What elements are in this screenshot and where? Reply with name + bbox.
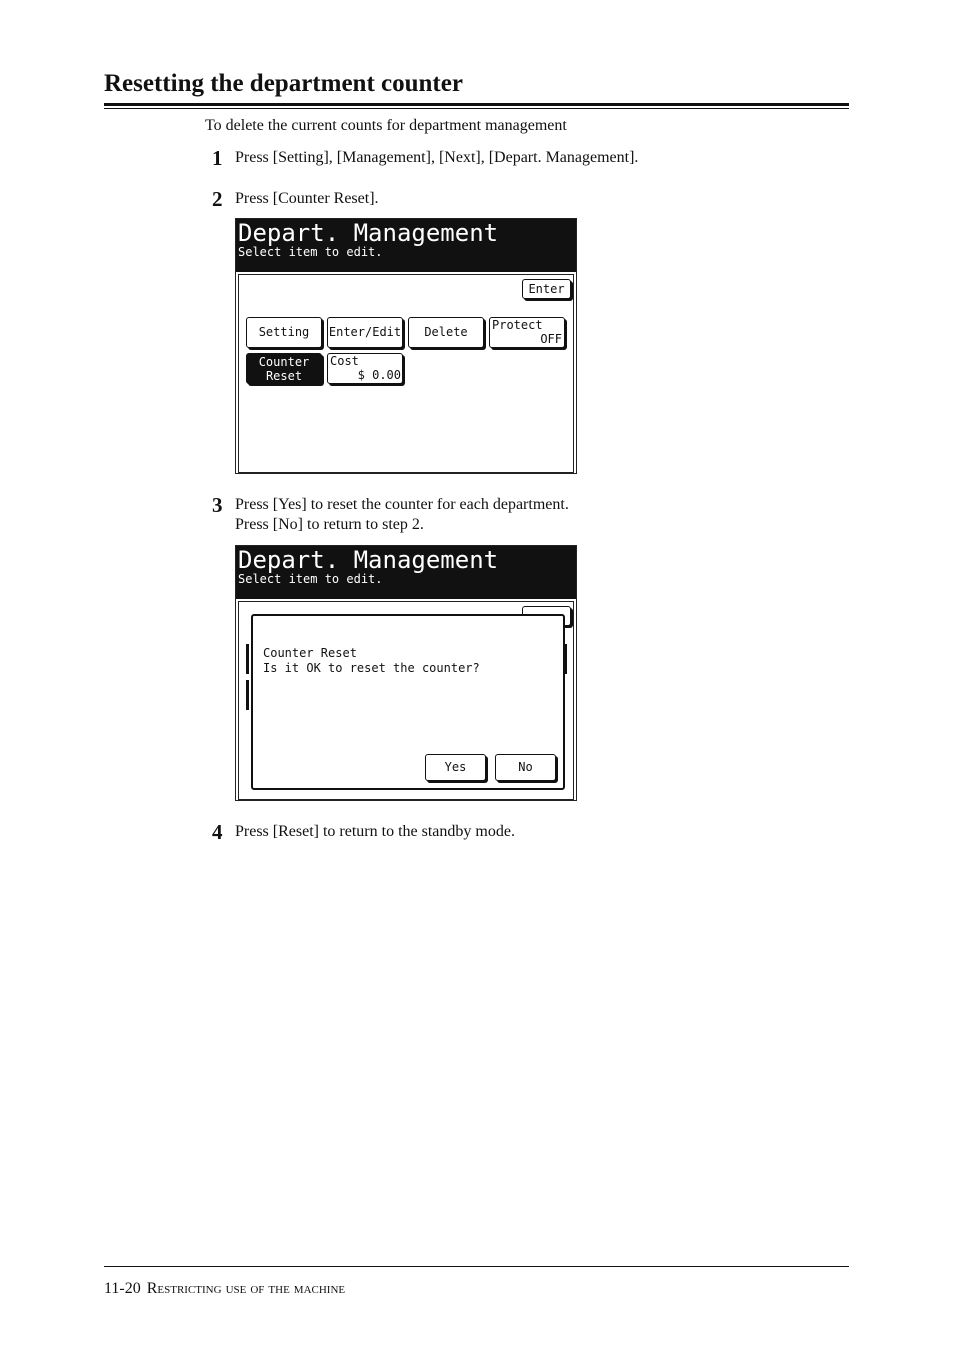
step-text: Press [Reset] to return to the standby mode.	[235, 823, 515, 840]
enter-edit-button[interactable]: Enter/Edit	[327, 317, 403, 348]
section-title: Resetting the department counter	[104, 70, 463, 97]
screen-body	[238, 601, 574, 800]
chapter-title: Restricting use of the machine	[146, 1280, 346, 1297]
footer-rule	[104, 1266, 849, 1267]
intro-text: To delete the current counts for department management	[205, 117, 567, 134]
counter-reset-button[interactable]	[246, 353, 322, 384]
cost-label: Cost	[330, 354, 359, 368]
setting-button[interactable]: Setting	[246, 317, 322, 348]
protect-label: Protect	[492, 318, 543, 332]
step-text	[235, 495, 569, 535]
step-number: 4	[212, 820, 223, 844]
counter-reset-label-line1: Counter	[258, 355, 310, 369]
step-text: Press [Counter Reset].	[235, 190, 379, 207]
counter-reset-label-line2: Reset	[265, 369, 303, 383]
dialog-message: Is it OK to reset the counter?	[263, 661, 480, 675]
step-number: 2	[212, 187, 223, 211]
cost-button[interactable]	[327, 353, 403, 384]
screen-subtitle: Select item to edit.	[238, 245, 383, 259]
underlying-button-edge	[246, 680, 249, 710]
cost-value: $ 0.00	[357, 368, 401, 382]
title-rule-thin	[104, 108, 849, 109]
screen-header	[236, 219, 576, 272]
screen-header	[236, 546, 576, 599]
title-rule-thick	[104, 103, 849, 106]
step-text: Press [Setting], [Management], [Next], [Depart. Management].	[235, 149, 639, 166]
screen-subtitle: Select item to edit.	[238, 572, 383, 586]
underlying-button-edge	[565, 644, 567, 674]
step-number: 1	[212, 146, 223, 170]
step-text-line: Press [No] to return to step 2.	[235, 516, 424, 533]
protect-value: OFF	[540, 332, 562, 346]
screen-body	[238, 274, 574, 473]
no-button[interactable]: No	[495, 754, 556, 781]
underlying-button-edge	[246, 644, 249, 674]
delete-button[interactable]: Delete	[408, 317, 484, 348]
yes-button[interactable]: Yes	[425, 754, 486, 781]
lcd-screen-depart-management	[235, 218, 577, 474]
lcd-screen-counter-reset-confirm	[235, 545, 577, 801]
step-text-line: Press [Yes] to reset the counter for each department.	[235, 496, 569, 513]
page-number: 11-20	[104, 1280, 141, 1297]
enter-button[interactable]: Enter	[522, 279, 571, 299]
screen-title: Depart. Management	[238, 219, 499, 247]
page-footer	[104, 1280, 345, 1298]
confirm-dialog	[251, 614, 565, 790]
dialog-title: Counter Reset	[263, 646, 357, 660]
protect-button[interactable]	[489, 317, 565, 348]
screen-title: Depart. Management	[238, 546, 499, 574]
step-number: 3	[212, 493, 223, 517]
